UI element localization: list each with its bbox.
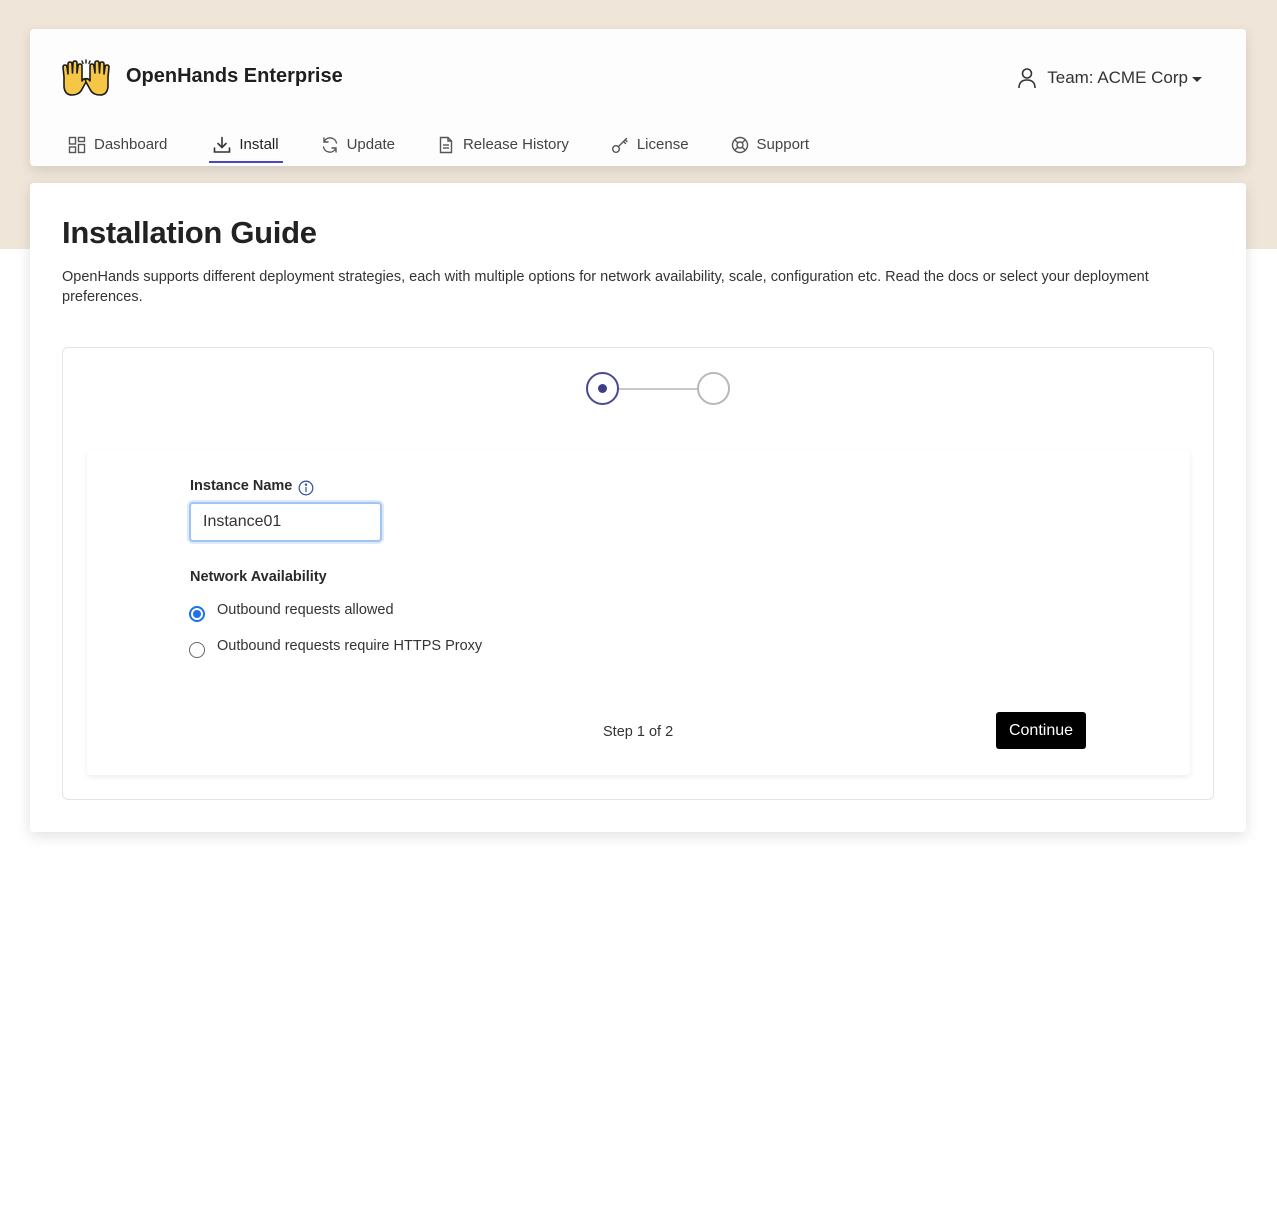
team-selector[interactable] (1017, 67, 1202, 89)
team-label: Team: ACME Corp (1047, 68, 1188, 87)
radio-label-https-proxy: Outbound requests require HTTPS Proxy (217, 638, 483, 654)
wizard-form (87, 450, 1190, 775)
download-icon (213, 136, 231, 154)
nav-item-release-history[interactable] (433, 125, 573, 164)
user-icon (1017, 67, 1037, 89)
key-icon (611, 136, 629, 154)
main-nav (64, 125, 813, 166)
step-2-indicator (697, 372, 730, 405)
refresh-icon (321, 136, 339, 154)
app-header (30, 29, 1246, 166)
dashboard-icon (68, 136, 86, 154)
nav-label-support: Support (756, 136, 810, 153)
step-1-indicator (586, 372, 619, 405)
nav-item-dashboard[interactable] (64, 125, 171, 164)
nav-item-install[interactable] (209, 125, 282, 164)
instance-name-input[interactable] (189, 502, 382, 542)
lifebuoy-icon (731, 136, 749, 154)
page-description: OpenHands supports different deployment strategies, each with multiple options for network availability, scale, configuration etc. Read the docs or select your deployment preferences. (62, 269, 1149, 305)
network-availability-label: Network Availability (190, 569, 327, 585)
radio-https-proxy[interactable] (189, 642, 205, 658)
network-option-outbound-allowed[interactable] (189, 602, 394, 622)
document-icon (437, 136, 455, 154)
app-title: OpenHands Enterprise (126, 65, 343, 87)
nav-label-install: Install (239, 136, 279, 153)
nav-label-release-history: Release History (462, 136, 569, 153)
nav-item-license[interactable] (607, 125, 693, 164)
info-icon[interactable] (298, 480, 314, 496)
instance-name-label: Instance Name (190, 478, 293, 494)
main-content (30, 183, 1246, 832)
wizard-stepper (586, 372, 732, 406)
continue-button[interactable]: Continue (996, 712, 1086, 749)
caret-down-icon (1192, 77, 1202, 82)
nav-label-dashboard: Dashboard (94, 136, 168, 153)
raised-hands-logo-icon (60, 59, 112, 97)
nav-label-license: License (636, 136, 689, 153)
install-wizard (62, 347, 1214, 800)
nav-label-update: Update (346, 136, 395, 153)
radio-outbound-allowed[interactable] (189, 606, 205, 622)
network-option-https-proxy[interactable] (189, 638, 482, 658)
radio-label-outbound-allowed: Outbound requests allowed (217, 602, 394, 618)
nav-item-update[interactable] (317, 125, 399, 164)
page-title: Installation Guide (62, 215, 317, 250)
nav-item-support[interactable] (727, 125, 814, 164)
step-counter: Step 1 of 2 (603, 724, 674, 740)
stepper-connector (618, 388, 698, 390)
